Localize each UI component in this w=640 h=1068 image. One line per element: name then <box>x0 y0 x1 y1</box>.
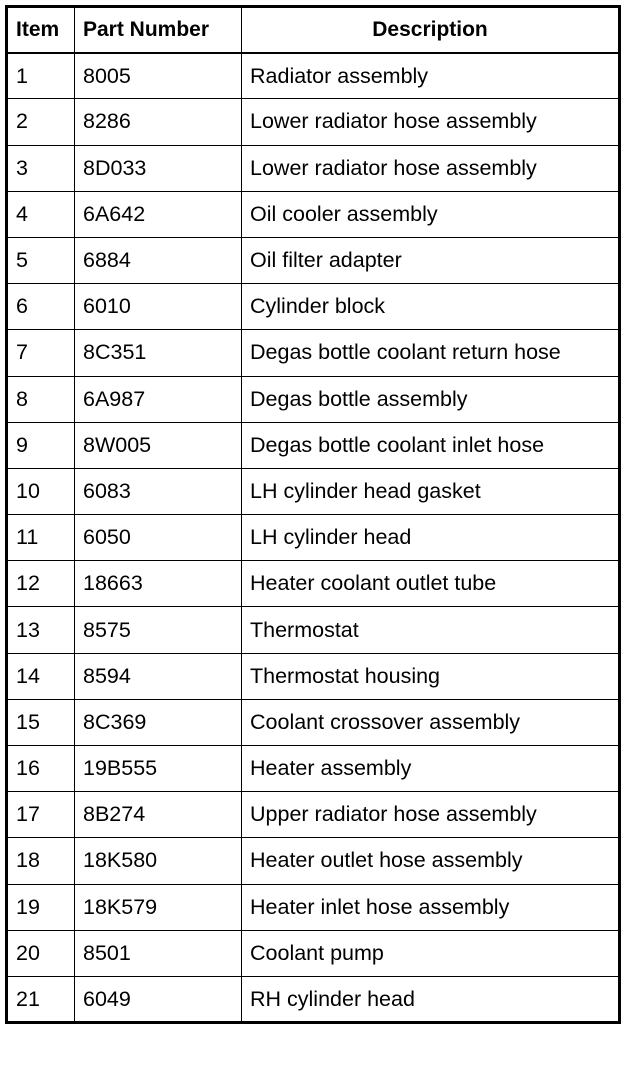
part-number-cell: 6050 <box>75 515 242 561</box>
part-number-cell: 8B274 <box>75 792 242 838</box>
item-cell: 4 <box>7 191 75 237</box>
part-number-cell: 8575 <box>75 607 242 653</box>
table-row <box>7 607 620 653</box>
part-number-cell: 6A987 <box>75 376 242 422</box>
part-number-cell: 6A642 <box>75 191 242 237</box>
table-row <box>7 53 620 99</box>
header-row <box>7 7 620 53</box>
table-row <box>7 746 620 792</box>
description-cell: Heater assembly <box>242 746 620 792</box>
part-number-cell: 8005 <box>75 53 242 99</box>
table-row <box>7 884 620 930</box>
description-cell: Degas bottle coolant inlet hose <box>242 422 620 468</box>
item-cell: 10 <box>7 468 75 514</box>
item-cell: 15 <box>7 699 75 745</box>
description-cell: Oil cooler assembly <box>242 191 620 237</box>
part-number-cell: 18K579 <box>75 884 242 930</box>
table-row <box>7 976 620 1022</box>
item-cell: 13 <box>7 607 75 653</box>
table-body <box>7 53 620 1023</box>
description-cell: Thermostat <box>242 607 620 653</box>
table-row <box>7 191 620 237</box>
description-cell: Lower radiator hose assembly <box>242 99 620 145</box>
table-row <box>7 376 620 422</box>
description-cell: Upper radiator hose assembly <box>242 792 620 838</box>
part-number-cell: 8501 <box>75 930 242 976</box>
parts-table-container <box>5 5 621 1024</box>
table-row <box>7 699 620 745</box>
part-number-cell: 8594 <box>75 653 242 699</box>
table-row <box>7 468 620 514</box>
item-cell: 8 <box>7 376 75 422</box>
part-number-cell: 8W005 <box>75 422 242 468</box>
description-cell: RH cylinder head <box>242 976 620 1022</box>
part-number-cell: 18663 <box>75 561 242 607</box>
table-row <box>7 422 620 468</box>
item-cell: 19 <box>7 884 75 930</box>
table-row <box>7 330 620 376</box>
item-cell: 11 <box>7 515 75 561</box>
table-row <box>7 838 620 884</box>
item-cell: 1 <box>7 53 75 99</box>
description-cell: Coolant pump <box>242 930 620 976</box>
table-row <box>7 561 620 607</box>
description-cell: Heater outlet hose assembly <box>242 838 620 884</box>
item-cell: 3 <box>7 145 75 191</box>
header-part-number: Part Number <box>75 7 242 53</box>
description-cell: Degas bottle assembly <box>242 376 620 422</box>
table-row <box>7 653 620 699</box>
item-cell: 5 <box>7 237 75 283</box>
part-number-cell: 8C351 <box>75 330 242 376</box>
table-row <box>7 145 620 191</box>
table-row <box>7 284 620 330</box>
part-number-cell: 8D033 <box>75 145 242 191</box>
description-cell: Heater coolant outlet tube <box>242 561 620 607</box>
item-cell: 20 <box>7 930 75 976</box>
part-number-cell: 19B555 <box>75 746 242 792</box>
description-cell: Coolant crossover assembly <box>242 699 620 745</box>
item-cell: 14 <box>7 653 75 699</box>
item-cell: 17 <box>7 792 75 838</box>
description-cell: LH cylinder head <box>242 515 620 561</box>
part-number-cell: 6884 <box>75 237 242 283</box>
description-cell: Lower radiator hose assembly <box>242 145 620 191</box>
item-cell: 18 <box>7 838 75 884</box>
part-number-cell: 6083 <box>75 468 242 514</box>
table-row <box>7 792 620 838</box>
item-cell: 6 <box>7 284 75 330</box>
header-item: Item <box>7 7 75 53</box>
parts-table <box>5 5 621 1024</box>
table-row <box>7 515 620 561</box>
item-cell: 16 <box>7 746 75 792</box>
item-cell: 2 <box>7 99 75 145</box>
description-cell: Heater inlet hose assembly <box>242 884 620 930</box>
item-cell: 21 <box>7 976 75 1022</box>
item-cell: 12 <box>7 561 75 607</box>
table-row <box>7 930 620 976</box>
description-cell: Cylinder block <box>242 284 620 330</box>
description-cell: Radiator assembly <box>242 53 620 99</box>
item-cell: 7 <box>7 330 75 376</box>
table-row <box>7 99 620 145</box>
table-row <box>7 237 620 283</box>
part-number-cell: 8286 <box>75 99 242 145</box>
part-number-cell: 6049 <box>75 976 242 1022</box>
item-cell: 9 <box>7 422 75 468</box>
part-number-cell: 18K580 <box>75 838 242 884</box>
description-cell: Oil filter adapter <box>242 237 620 283</box>
description-cell: LH cylinder head gasket <box>242 468 620 514</box>
table-header <box>7 7 620 53</box>
description-cell: Degas bottle coolant return hose <box>242 330 620 376</box>
header-description: Description <box>242 7 620 53</box>
part-number-cell: 6010 <box>75 284 242 330</box>
description-cell: Thermostat housing <box>242 653 620 699</box>
part-number-cell: 8C369 <box>75 699 242 745</box>
